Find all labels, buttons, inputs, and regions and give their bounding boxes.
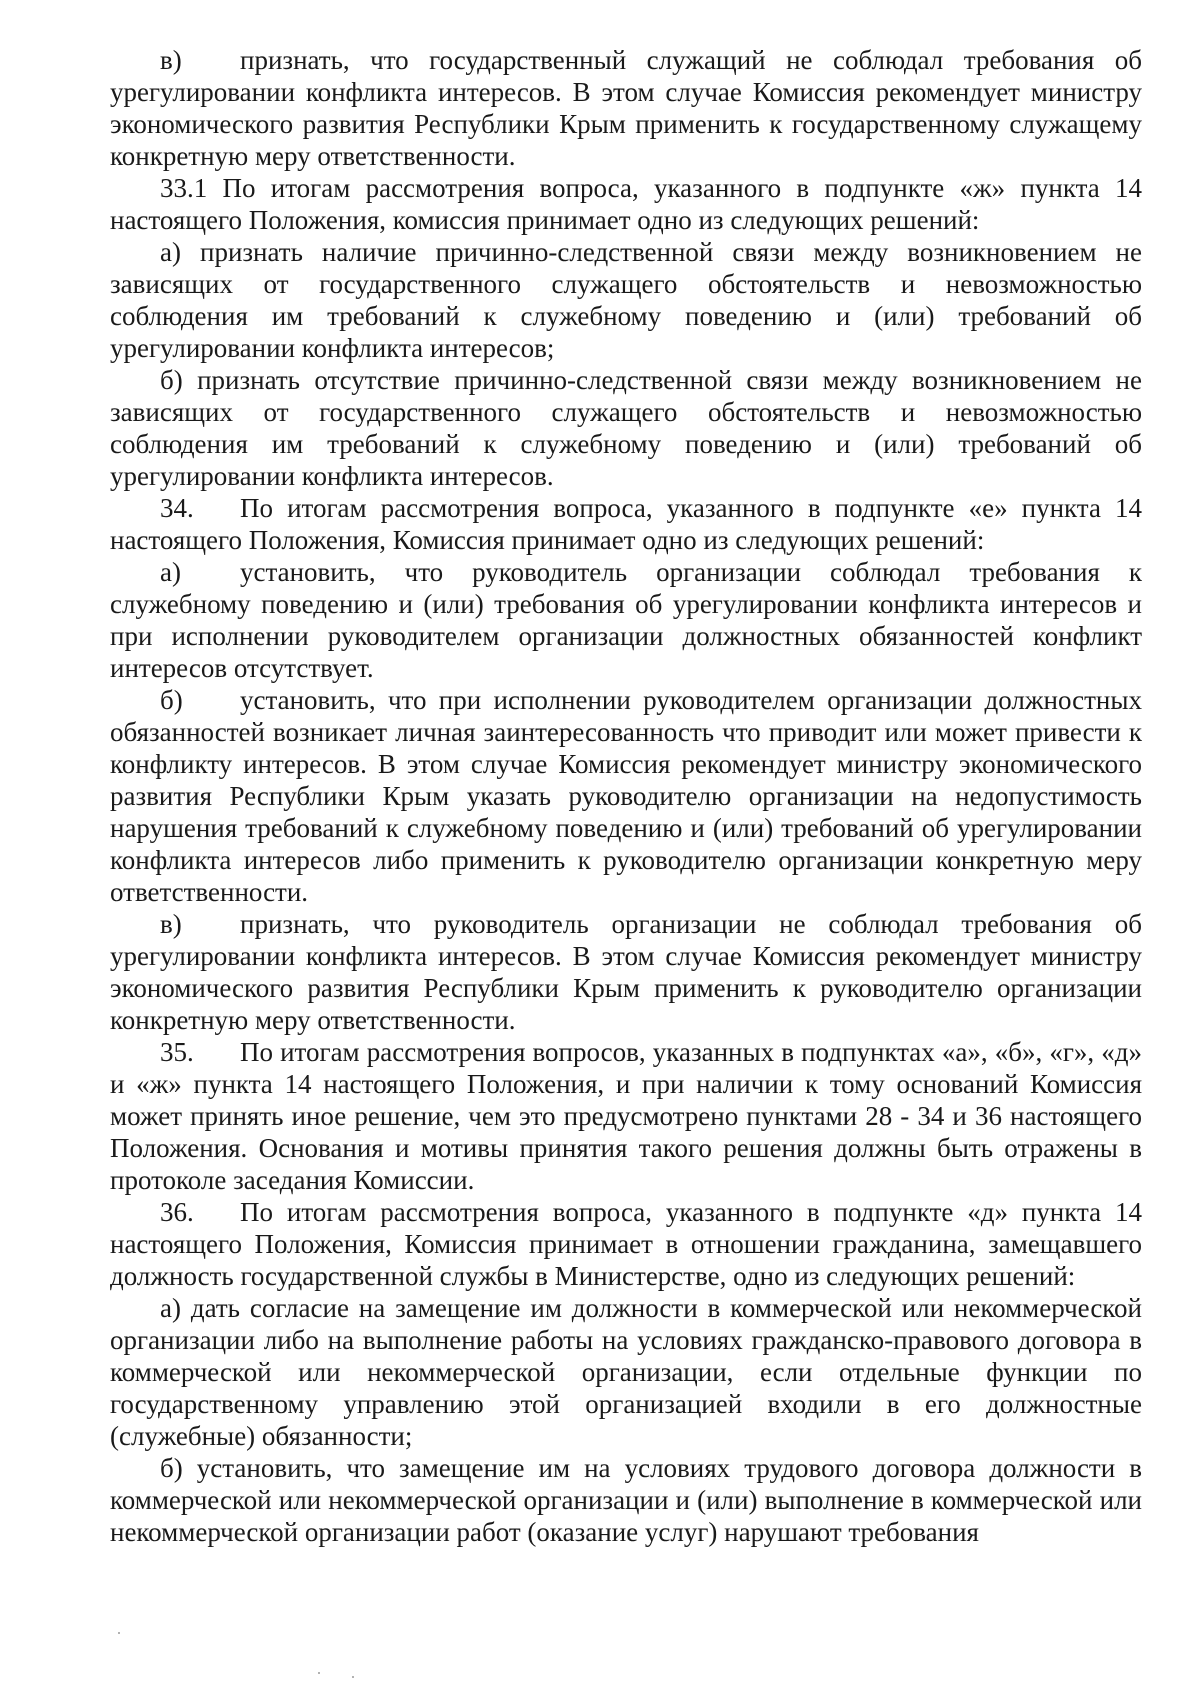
paragraph-v-state-servant (110, 44, 1142, 172)
paragraph-text: признать, что государственный служащий не соблюдал требования об урегулировании конфликта интересов. В этом случае Комиссия рекомендует министру экономического развития Республики Крым применить к государственному служащему конкретную меру ответственности. (110, 45, 1142, 171)
paragraph-text: б) установить, что замещение им на условиях трудового договора должности в коммерческой или некоммерческой организации и (или) выполнение в коммерческой или некоммерческой организации работ (оказание услуг) нарушают требования (110, 1453, 1142, 1547)
paragraph-text: установить, что руководитель организации соблюдал требования к служебному поведению и (или) требования об урегулировании конфликта интересов и при исполнении руководителем организации должностных обязанностей конфликт интересов отсутствует. (110, 557, 1142, 683)
paragraph-34-a (110, 556, 1142, 684)
paragraph-label: в) (160, 909, 182, 939)
document-page (110, 44, 1142, 1548)
paragraph-text: По итогам рассмотрения вопросов, указанных в подпунктах «а», «б», «г», «д» и «ж» пункта 14 настоящего Положения, и при наличии к тому оснований Комиссия может принять иное решение, чем это предусмотрено пунктами 28 - 34 и 36 настоящего Положения. Основания и мотивы принятия такого решения должны быть отражены в протоколе заседания Комиссии. (110, 1037, 1142, 1195)
paragraph-35 (110, 1036, 1142, 1196)
paragraph-34 (110, 492, 1142, 556)
paragraph-text: признать, что руководитель организации не соблюдал требования об урегулировании конфликта интересов. В этом случае Комиссия рекомендует министру экономического развития Республики Крым применить к руководителю организации конкретную меру ответственности. (110, 909, 1142, 1035)
paragraph-34-v (110, 908, 1142, 1036)
paragraph-text: По итогам рассмотрения вопроса, указанного в подпункте «д» пункта 14 настоящего Положения, Комиссия принимает в отношении гражданина, замещавшего должность государственной службы в Министерстве, одно из следующих решений: (110, 1197, 1142, 1291)
paragraph-label: 36. (160, 1197, 194, 1227)
paragraph-text: По итогам рассмотрения вопроса, указанного в подпункте «е» пункта 14 настоящего Положения, Комиссия принимает одно из следующих решений: (110, 493, 1142, 555)
paragraph-text: а) дать согласие на замещение им должности в коммерческой или некоммерческой организации либо на выполнение работы на условиях гражданско-правового договора в коммерческой или некоммерческой организации, если отдельные функции по государственному управлению этой организацией входили в его должностные (служебные) обязанности; (110, 1293, 1142, 1451)
paragraph-text: б) признать отсутствие причинно-следственной связи между возникновением не зависящих от государственного служащего обстоятельств и невозможностью соблюдения им требований к служебному поведению и (или) требований об урегулировании конфликта интересов. (110, 365, 1142, 491)
paragraph-34-b (110, 684, 1142, 908)
paragraph-text: 33.1 По итогам рассмотрения вопроса, указанного в подпункте «ж» пункта 14 настоящего Положения, комиссия принимает одно из следующих решений: (110, 173, 1142, 235)
paragraph-label: 34. (160, 493, 194, 523)
paragraph-label: а) (160, 557, 181, 587)
paragraph-33-1 (110, 172, 1142, 236)
paragraph-label: в) (160, 45, 182, 75)
scan-speck (352, 1676, 354, 1678)
paragraph-text: установить, что при исполнении руководителем организации должностных обязанностей возникает личная заинтересованность что приводит или может привести к конфликту интересов. В этом случае Комиссия рекомендует министру экономического развития Республики Крым указать руководителю организации на недопустимость нарушения требований к служебному поведению и (или) требований об урегулировании конфликта интересов либо применить к руководителю организации конкретную меру ответственности. (110, 685, 1142, 907)
paragraph-text: а) признать наличие причинно-следственной связи между возникновением не зависящих от государственного служащего обстоятельств и невозможностью соблюдения им требований к служебному поведению и (или) требований об урегулировании конфликта интересов; (110, 237, 1142, 363)
paragraph-33-1-a (110, 236, 1142, 364)
paragraph-36 (110, 1196, 1142, 1292)
scan-speck (118, 1632, 120, 1634)
paragraph-label: б) (160, 685, 183, 715)
scan-speck (318, 1672, 320, 1674)
paragraph-36-a (110, 1292, 1142, 1452)
paragraph-label: 35. (160, 1037, 194, 1067)
paragraph-36-b (110, 1452, 1142, 1548)
paragraph-33-1-b (110, 364, 1142, 492)
